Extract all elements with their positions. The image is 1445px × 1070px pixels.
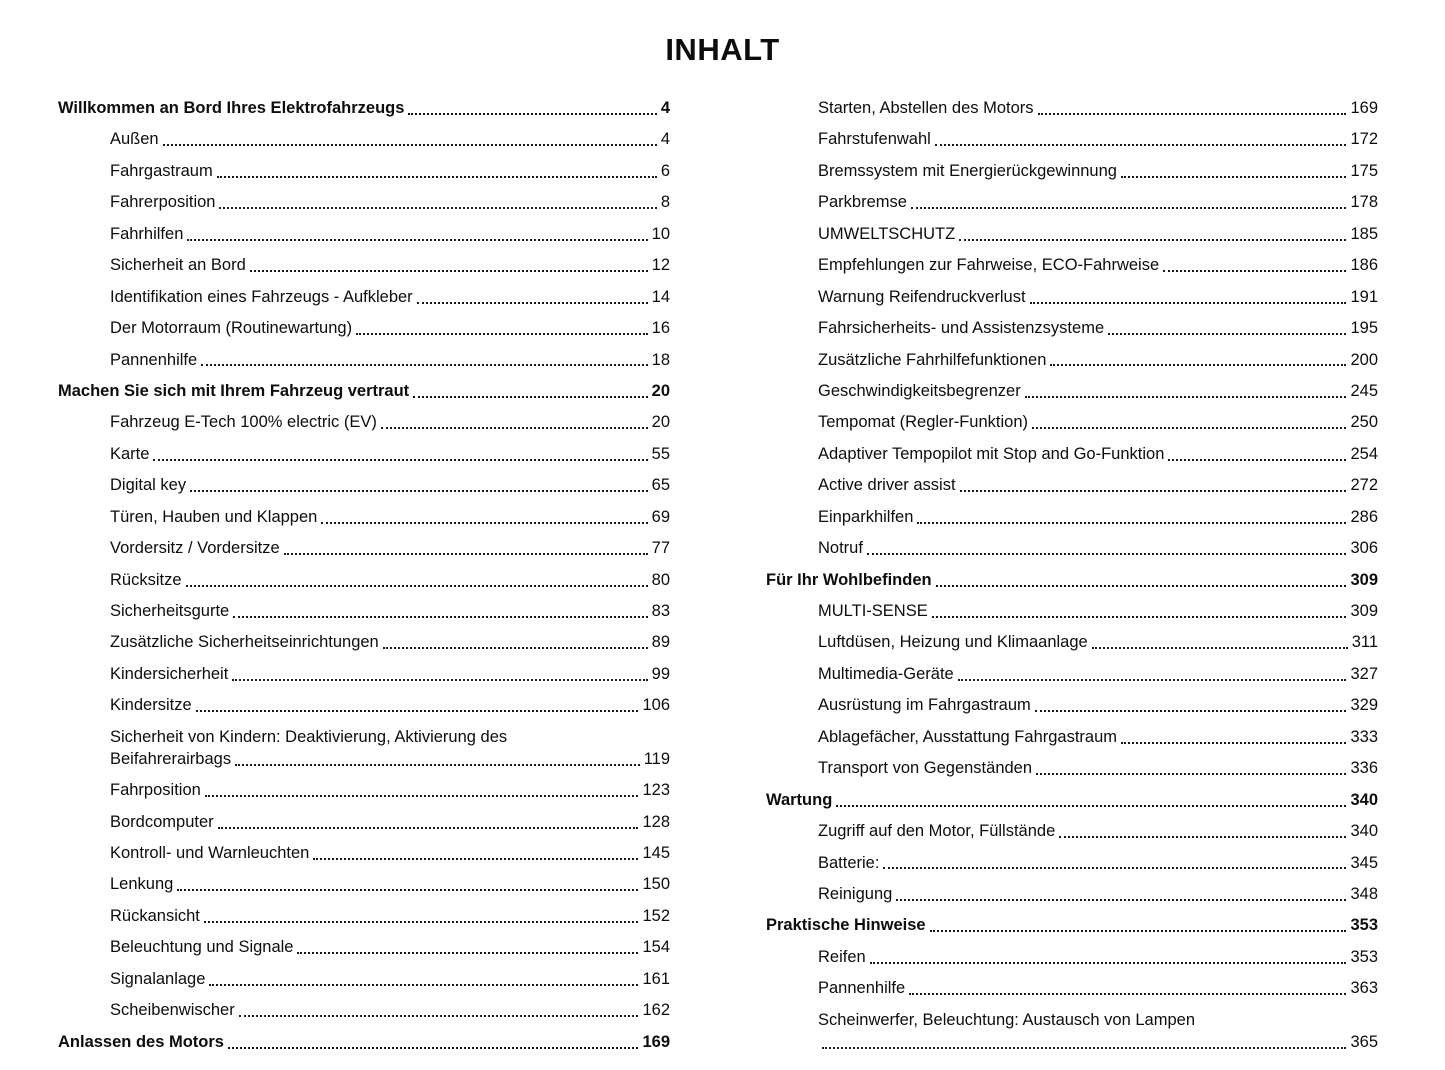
toc-leader-dots bbox=[321, 522, 647, 524]
toc-leader-dots bbox=[1059, 836, 1346, 838]
toc-entry-page-number: 119 bbox=[643, 749, 670, 768]
toc-entry-page-number: 327 bbox=[1350, 664, 1378, 683]
toc-leader-dots bbox=[896, 899, 1346, 901]
toc-entry-page-number: 333 bbox=[1350, 727, 1378, 746]
toc-entry-page-number: 306 bbox=[1350, 539, 1378, 558]
toc-leader-dots bbox=[190, 490, 648, 492]
toc-entry[interactable] bbox=[766, 412, 1378, 434]
toc-leader-dots bbox=[186, 585, 648, 587]
toc-entry-continuation bbox=[110, 749, 670, 771]
toc-entry-label: Lenkung bbox=[110, 875, 174, 894]
toc-entry-label: Parkbremse bbox=[818, 193, 907, 212]
toc-entry-label: Ablagefächer, Ausstattung Fahrgastraum bbox=[818, 727, 1118, 746]
toc-column-left bbox=[58, 98, 670, 1063]
toc-entry-label: Vordersitz / Vordersitze bbox=[110, 539, 280, 558]
toc-leader-dots bbox=[1121, 176, 1347, 178]
toc-entry-label: Fahrerposition bbox=[110, 193, 216, 212]
toc-entry-page-number: 348 bbox=[1350, 884, 1378, 903]
toc-entry-label: Anlassen des Motors bbox=[58, 1032, 224, 1051]
toc-entry-page-number: 16 bbox=[651, 319, 670, 338]
toc-entry-page-number: 80 bbox=[651, 570, 670, 589]
toc-entry-label: Pannenhilfe bbox=[110, 350, 198, 369]
toc-leader-dots bbox=[381, 427, 648, 429]
toc-entry-page-number: 353 bbox=[1350, 916, 1378, 935]
toc-entry[interactable] bbox=[58, 937, 670, 959]
toc-entry[interactable] bbox=[58, 601, 670, 623]
toc-entry[interactable] bbox=[58, 444, 670, 466]
toc-entry-label: Einparkhilfen bbox=[818, 507, 914, 526]
toc-entry-page-number: 83 bbox=[651, 602, 670, 620]
toc-entry-label: Zusätzliche Fahrhilfefunktionen bbox=[818, 350, 1047, 369]
toc-leader-dots bbox=[187, 239, 647, 241]
toc-leader-dots bbox=[413, 396, 647, 398]
toc-entry[interactable] bbox=[58, 192, 670, 214]
toc-entry[interactable] bbox=[58, 507, 670, 529]
toc-entry[interactable] bbox=[58, 412, 670, 434]
toc-entry-page-number: 123 bbox=[642, 781, 670, 800]
toc-entry-page-number: 245 bbox=[1350, 381, 1378, 400]
toc-entry[interactable] bbox=[766, 475, 1378, 497]
toc-entry[interactable] bbox=[766, 224, 1378, 246]
toc-entry-page-number: 65 bbox=[651, 476, 670, 495]
toc-entry-page-number: 309 bbox=[1350, 602, 1378, 620]
toc-entry-label: Scheinwerfer, Beleuchtung: Austausch von Lampen bbox=[818, 1010, 1195, 1029]
toc-leader-dots bbox=[822, 1047, 1346, 1049]
toc-entry-label: Ausrüstung im Fahrgastraum bbox=[818, 696, 1031, 715]
toc-entry-label: Fahrzeug E-Tech 100% electric (EV) bbox=[110, 413, 377, 432]
toc-leader-dots bbox=[867, 553, 1347, 555]
toc-entry-page-number: 329 bbox=[1350, 696, 1378, 715]
toc-entry[interactable] bbox=[58, 570, 670, 592]
toc-leader-dots bbox=[909, 993, 1346, 995]
toc-entry-page-number: 128 bbox=[642, 812, 670, 831]
toc-entry[interactable] bbox=[58, 664, 670, 686]
toc-leader-dots bbox=[163, 144, 657, 146]
toc-leader-dots bbox=[284, 553, 648, 555]
toc-entry-page-number: 154 bbox=[642, 938, 670, 957]
toc-entry-label: Pannenhilfe bbox=[818, 979, 906, 998]
toc-entry[interactable] bbox=[766, 161, 1378, 183]
toc-entry[interactable] bbox=[766, 444, 1378, 466]
toc-entry[interactable] bbox=[766, 884, 1378, 906]
toc-entry-page-number: 286 bbox=[1350, 507, 1378, 526]
toc-entry[interactable] bbox=[766, 947, 1378, 969]
toc-entry-label: Außen bbox=[110, 130, 159, 149]
toc-entry-page-number: 145 bbox=[642, 844, 670, 862]
toc-leader-dots bbox=[911, 207, 1347, 209]
toc-entry-page-number: 353 bbox=[1350, 947, 1378, 966]
toc-entry-label: Machen Sie sich mit Ihrem Fahrzeug vertraut bbox=[58, 381, 410, 400]
toc-entry[interactable] bbox=[766, 664, 1378, 686]
toc-entry-page-number: 6 bbox=[660, 161, 670, 180]
toc-entry-label: Der Motorraum (Routinewartung) bbox=[110, 319, 353, 338]
toc-leader-dots bbox=[1163, 270, 1346, 272]
toc-entry-page-number: 169 bbox=[1350, 99, 1378, 117]
toc-entry[interactable] bbox=[766, 915, 1378, 937]
toc-entry[interactable] bbox=[58, 695, 670, 717]
toc-entry[interactable] bbox=[766, 853, 1378, 875]
toc-entry-page-number: 345 bbox=[1350, 853, 1378, 872]
toc-entry-label: Karte bbox=[110, 444, 150, 463]
toc-leader-dots bbox=[217, 176, 657, 178]
toc-entry-label: Fahrgastraum bbox=[110, 161, 213, 180]
toc-entry[interactable] bbox=[58, 224, 670, 246]
toc-entry-page-number: 69 bbox=[651, 507, 670, 526]
toc-leader-dots bbox=[177, 889, 638, 891]
toc-entry[interactable] bbox=[58, 255, 670, 277]
toc-entry-label: Active driver assist bbox=[818, 476, 956, 495]
toc-entry-page-number: 150 bbox=[642, 875, 670, 894]
toc-entry[interactable] bbox=[58, 161, 670, 183]
toc-entry-page-number: 14 bbox=[651, 287, 670, 306]
toc-entry[interactable] bbox=[766, 98, 1378, 120]
toc-entry-label: Empfehlungen zur Fahrweise, ECO-Fahrweise bbox=[818, 256, 1160, 275]
toc-entry-label: Tempomat (Regler-Funktion) bbox=[818, 413, 1028, 432]
toc-entry-page-number: 8 bbox=[660, 193, 670, 212]
toc-entry-page-number: 186 bbox=[1350, 256, 1378, 275]
toc-entry[interactable] bbox=[58, 874, 670, 896]
toc-entry-page-number: 272 bbox=[1350, 476, 1378, 495]
toc-entry-page-number: 195 bbox=[1350, 319, 1378, 338]
toc-entry-label: Scheibenwischer bbox=[110, 1001, 235, 1020]
toc-leader-dots bbox=[935, 144, 1347, 146]
toc-leader-dots bbox=[1108, 333, 1346, 335]
toc-entry-label: Transport von Gegenständen bbox=[818, 759, 1033, 778]
toc-leader-dots bbox=[228, 1047, 639, 1049]
toc-entry-page-number: 18 bbox=[651, 350, 670, 369]
toc-entry[interactable] bbox=[58, 381, 670, 403]
toc-entry-page-number: 20 bbox=[651, 413, 670, 432]
toc-columns bbox=[58, 98, 1387, 1063]
toc-entry[interactable] bbox=[766, 192, 1378, 214]
toc-entry-label: Beleuchtung und Signale bbox=[110, 938, 294, 957]
toc-entry-page-number: 309 bbox=[1350, 570, 1378, 589]
toc-leader-dots bbox=[233, 616, 647, 618]
toc-entry-page-number: 340 bbox=[1350, 822, 1378, 841]
toc-entry-page-number: 10 bbox=[651, 224, 670, 243]
toc-entry-label: Reinigung bbox=[818, 884, 893, 903]
toc-entry-label: Kontroll- und Warnleuchten bbox=[110, 844, 310, 862]
toc-entry-label: Sicherheit an Bord bbox=[110, 256, 246, 275]
toc-entry-page-number: 106 bbox=[642, 696, 670, 715]
toc-entry-page-number: 152 bbox=[642, 906, 670, 925]
toc-entry[interactable] bbox=[766, 507, 1378, 529]
toc-entry-page-number: 250 bbox=[1350, 413, 1378, 432]
toc-entry[interactable] bbox=[58, 906, 670, 928]
toc-leader-dots bbox=[232, 679, 647, 681]
toc-entry[interactable] bbox=[58, 350, 670, 372]
toc-leader-dots bbox=[960, 490, 1347, 492]
toc-entry-page-number: 162 bbox=[642, 1001, 670, 1020]
toc-entry-label: Zusätzliche Sicherheitseinrichtungen bbox=[110, 633, 379, 652]
toc-entry-page-number: 4 bbox=[660, 130, 670, 149]
toc-entry[interactable] bbox=[766, 381, 1378, 403]
toc-entry-page-number: 99 bbox=[651, 664, 670, 683]
toc-entry-label: Batterie: bbox=[818, 853, 880, 872]
toc-leader-dots bbox=[1036, 773, 1346, 775]
toc-leader-dots bbox=[209, 984, 638, 986]
toc-entry-page-number: 336 bbox=[1350, 759, 1378, 778]
toc-entry[interactable] bbox=[58, 98, 670, 120]
toc-entry-page-number: 340 bbox=[1350, 790, 1378, 809]
toc-entry-label: Türen, Hauben und Klappen bbox=[110, 507, 318, 526]
toc-entry[interactable] bbox=[766, 287, 1378, 309]
toc-entry-label: Digital key bbox=[110, 476, 187, 495]
page-title: INHALT bbox=[665, 32, 780, 67]
toc-leader-dots bbox=[1038, 113, 1347, 115]
toc-leader-dots bbox=[204, 921, 639, 923]
toc-entry-label: Sicherheitsgurte bbox=[110, 602, 230, 620]
toc-entry[interactable] bbox=[766, 695, 1378, 717]
toc-entry-page-number: 161 bbox=[642, 969, 670, 988]
toc-leader-dots bbox=[1025, 396, 1347, 398]
toc-entry-page-number: 20 bbox=[651, 381, 670, 400]
toc-entry[interactable] bbox=[766, 790, 1378, 812]
toc-entry-label: Für Ihr Wohlbefinden bbox=[766, 570, 932, 589]
toc-entry-label: Praktische Hinweise bbox=[766, 916, 926, 935]
toc-entry[interactable] bbox=[58, 318, 670, 340]
toc-leader-dots bbox=[917, 522, 1346, 524]
toc-entry-label: Kindersicherheit bbox=[110, 664, 229, 683]
toc-entry-label: Multimedia-Geräte bbox=[818, 664, 954, 683]
toc-entry-page-number: 175 bbox=[1350, 161, 1378, 180]
toc-entry-label: Fahrstufenwahl bbox=[818, 130, 931, 149]
toc-entry-label: Rücksitze bbox=[110, 570, 182, 589]
toc-entry[interactable] bbox=[58, 843, 670, 865]
toc-entry-page-number: 77 bbox=[651, 539, 670, 558]
toc-leader-dots bbox=[959, 239, 1346, 241]
toc-entry-page-number: 191 bbox=[1350, 287, 1378, 306]
toc-leader-dots bbox=[313, 858, 638, 860]
toc-entry-page-number: 311 bbox=[1351, 633, 1378, 652]
toc-entry[interactable] bbox=[766, 538, 1378, 560]
toc-leader-dots bbox=[153, 459, 647, 461]
toc-entry-label: Adaptiver Tempopilot mit Stop and Go-Funktion bbox=[818, 444, 1165, 463]
toc-entry-label: Identifikation eines Fahrzeugs - Aufkleber bbox=[110, 287, 413, 306]
toc-leader-dots bbox=[1050, 364, 1346, 366]
toc-entry-page-number: 172 bbox=[1350, 130, 1378, 149]
toc-entry[interactable] bbox=[58, 538, 670, 560]
toc-entry[interactable] bbox=[58, 475, 670, 497]
toc-entry-label: Geschwindigkeitsbegrenzer bbox=[818, 381, 1021, 400]
toc-entry-label: Kindersitze bbox=[110, 696, 192, 715]
toc-leader-dots bbox=[219, 207, 656, 209]
toc-leader-dots bbox=[196, 710, 639, 712]
toc-leader-dots bbox=[356, 333, 648, 335]
toc-entry-page-number: 363 bbox=[1350, 979, 1378, 998]
toc-entry[interactable] bbox=[766, 129, 1378, 151]
toc-entry-page-number: 185 bbox=[1350, 224, 1378, 243]
toc-entry[interactable] bbox=[58, 1032, 670, 1054]
toc-leader-dots bbox=[239, 1015, 639, 1017]
toc-leader-dots bbox=[883, 867, 1346, 869]
toc-leader-dots bbox=[1030, 302, 1347, 304]
toc-leader-dots bbox=[408, 113, 656, 115]
toc-entry[interactable] bbox=[58, 727, 670, 771]
toc-entry[interactable] bbox=[766, 1010, 1378, 1054]
toc-entry-page-number: 12 bbox=[651, 256, 670, 275]
toc-entry-page-number: 55 bbox=[651, 444, 670, 463]
toc-entry-page-number: 89 bbox=[651, 633, 670, 652]
toc-leader-dots bbox=[932, 616, 1347, 618]
toc-entry-continuation bbox=[818, 1032, 1378, 1054]
toc-leader-dots bbox=[1032, 427, 1346, 429]
toc-entry[interactable] bbox=[58, 969, 670, 991]
toc-entry[interactable] bbox=[766, 758, 1378, 780]
toc-entry-label: Fahrsicherheits- und Assistenzsysteme bbox=[818, 319, 1105, 338]
toc-entry[interactable] bbox=[766, 570, 1378, 592]
toc-entry-page-number: 169 bbox=[642, 1032, 670, 1051]
toc-entry[interactable] bbox=[766, 350, 1378, 372]
toc-column-right bbox=[766, 98, 1378, 1063]
toc-entry-page-number: 178 bbox=[1350, 193, 1378, 212]
toc-leader-dots bbox=[1035, 710, 1347, 712]
toc-entry-page-number: 254 bbox=[1350, 444, 1378, 463]
toc-leader-dots bbox=[936, 585, 1347, 587]
toc-leader-dots bbox=[205, 795, 639, 797]
toc-entry-label: Luftdüsen, Heizung und Klimaanlage bbox=[818, 633, 1088, 652]
toc-entry[interactable] bbox=[766, 601, 1378, 623]
toc-entry-label: Bremssystem mit Energierückgewinnung bbox=[818, 161, 1117, 180]
toc-leader-dots bbox=[235, 764, 640, 766]
toc-entry[interactable] bbox=[58, 129, 670, 151]
toc-entry[interactable] bbox=[766, 821, 1378, 843]
toc-entry-label: MULTI-SENSE bbox=[818, 602, 928, 620]
toc-entry[interactable] bbox=[58, 287, 670, 309]
toc-leader-dots bbox=[297, 952, 638, 954]
toc-leader-dots bbox=[218, 827, 639, 829]
toc-entry-label: Warnung Reifendruckverlust bbox=[818, 287, 1026, 306]
toc-entry-label: Wartung bbox=[766, 790, 833, 809]
toc-leader-dots bbox=[1092, 647, 1348, 649]
toc-entry[interactable] bbox=[58, 780, 670, 802]
toc-entry[interactable] bbox=[766, 255, 1378, 277]
toc-entry-label: Willkommen an Bord Ihres Elektrofahrzeugs bbox=[58, 99, 405, 117]
toc-entry[interactable] bbox=[766, 318, 1378, 340]
toc-leader-dots bbox=[870, 962, 1347, 964]
toc-entry-label: Fahrposition bbox=[110, 781, 201, 800]
toc-entry[interactable] bbox=[766, 978, 1378, 1000]
toc-entry-label: UMWELTSCHUTZ bbox=[818, 224, 956, 243]
toc-entry-label: Bordcomputer bbox=[110, 812, 214, 831]
toc-entry[interactable] bbox=[58, 812, 670, 834]
toc-entry-label: Signalanlage bbox=[110, 969, 206, 988]
toc-entry-label: Starten, Abstellen des Motors bbox=[818, 99, 1034, 117]
toc-entry[interactable] bbox=[766, 632, 1378, 654]
toc-leader-dots bbox=[417, 302, 648, 304]
toc-entry-page-number: 200 bbox=[1350, 350, 1378, 369]
toc-entry-label-cont: Beifahrerairbags bbox=[110, 749, 232, 768]
toc-entry-label: Notruf bbox=[818, 539, 863, 558]
toc-leader-dots bbox=[383, 647, 648, 649]
toc-leader-dots bbox=[1121, 742, 1346, 744]
toc-entry-label: Rückansicht bbox=[110, 906, 200, 925]
toc-leader-dots bbox=[836, 805, 1346, 807]
toc-entry-label: Zugriff auf den Motor, Füllstände bbox=[818, 822, 1056, 841]
toc-entry-label: Reifen bbox=[818, 947, 866, 966]
toc-entry[interactable] bbox=[58, 1000, 670, 1022]
toc-leader-dots bbox=[958, 679, 1347, 681]
toc-leader-dots bbox=[1168, 459, 1346, 461]
toc-leader-dots bbox=[201, 364, 647, 366]
toc-leader-dots bbox=[250, 270, 648, 272]
toc-entry-label: Fahrhilfen bbox=[110, 224, 184, 243]
toc-leader-dots bbox=[930, 930, 1347, 932]
toc-entry-page-number: 4 bbox=[660, 99, 670, 117]
toc-entry-page-number: 365 bbox=[1350, 1032, 1378, 1051]
toc-entry-label: Sicherheit von Kindern: Deaktivierung, Aktivierung des bbox=[110, 727, 508, 746]
toc-entry[interactable] bbox=[58, 632, 670, 654]
toc-entry[interactable] bbox=[766, 727, 1378, 749]
